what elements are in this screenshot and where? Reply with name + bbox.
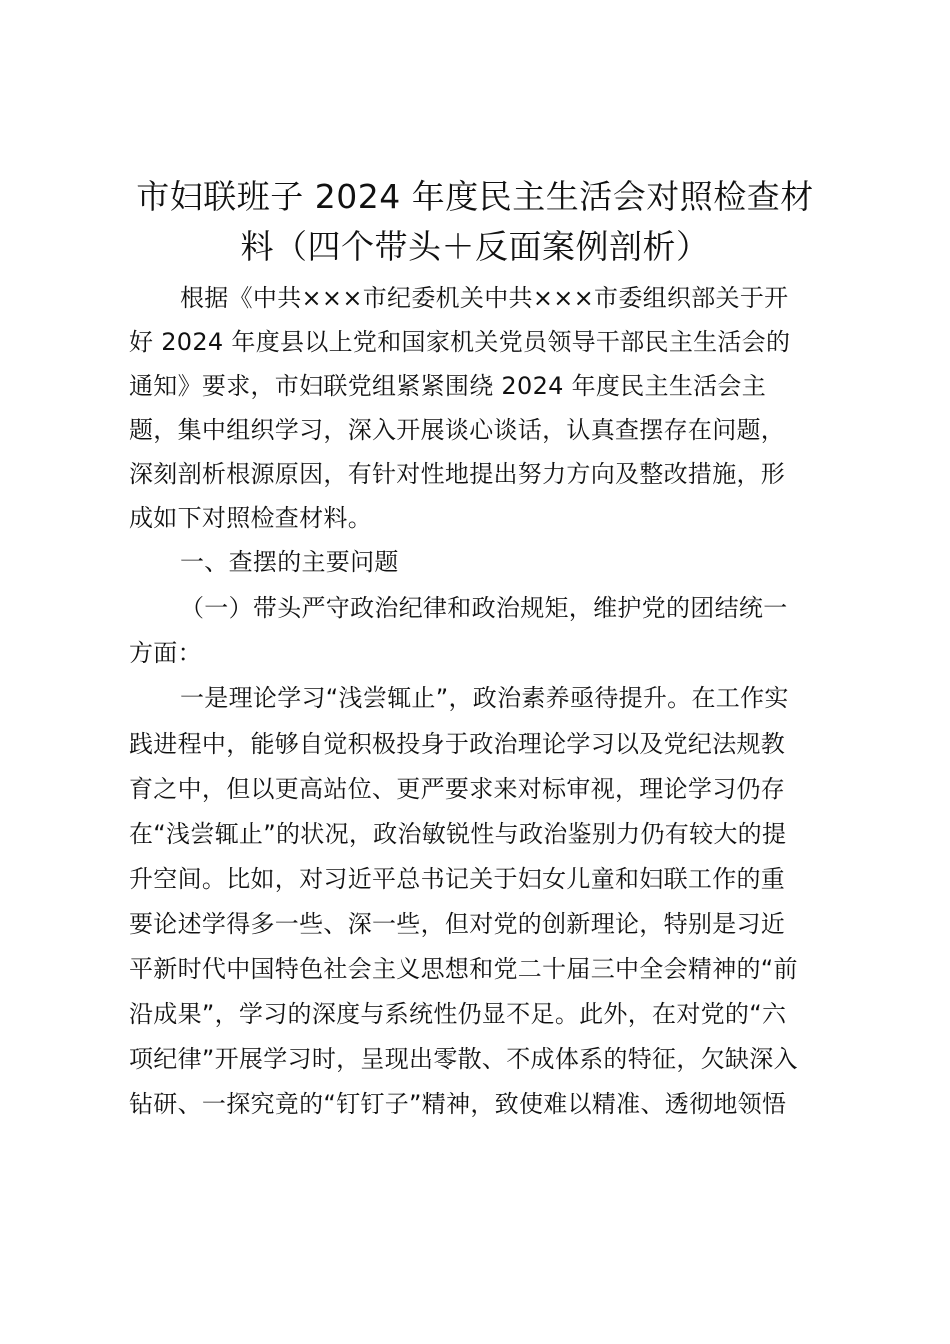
body-line-1: 一是理论学习“浅尝辄止”，政治素养亟待提升。在工作实 — [180, 684, 789, 712]
intro-line-1: 根据《中共×××市纪委机关中共×××市委组织部关于开 — [180, 284, 789, 312]
intro-line-6: 成如下对照检查材料。 — [129, 504, 372, 532]
document-title-line-1: 市妇联班子 2024 年度民主生活会对照检查材 — [136, 177, 814, 216]
intro-line-5: 深刻剖析根源原因，有针对性地提出努力方向及整改措施，形 — [129, 460, 786, 488]
intro-line-3: 通知》要求，市妇联党组紧紧围绕 2024 年度民主生活会主 — [129, 372, 767, 400]
body-line-6: 要论述学得多一些、深一些，但对党的创新理论，特别是习近 — [129, 910, 786, 938]
intro-line-4: 题，集中组织学习，深入开展谈心谈话，认真查摆存在问题， — [129, 416, 786, 444]
section-heading: 一、查摆的主要问题 — [180, 548, 399, 576]
subsection-heading-line-1: （一）带头严守政治纪律和政治规矩，维护党的团结统一 — [180, 594, 788, 622]
body-line-10: 钻研、一探究竟的“钉钉子”精神，致使难以精准、透彻地领悟 — [129, 1090, 787, 1118]
subsection-heading-line-2: 方面： — [129, 639, 202, 667]
body-line-2: 践进程中，能够自觉积极投身于政治理论学习以及党纪法规教 — [129, 730, 786, 758]
intro-line-2: 好 2024 年度县以上党和国家机关党员领导干部民主生活会的 — [129, 328, 791, 356]
body-line-7: 平新时代中国特色社会主义思想和党二十届三中全会精神的“前 — [129, 955, 798, 983]
body-line-9: 项纪律”开展学习时，呈现出零散、不成体系的特征，欠缺深入 — [129, 1045, 798, 1073]
body-line-5: 升空间。比如，对习近平总书记关于妇女儿童和妇联工作的重 — [129, 865, 786, 893]
body-line-4: 在“浅尝辄止”的状况，政治敏锐性与政治鉴别力仍有较大的提 — [129, 820, 787, 848]
body-line-8: 沿成果”，学习的深度与系统性仍显不足。此外，在对党的“六 — [129, 1000, 787, 1028]
document-title-line-2: 料（四个带头＋反面案例剖析） — [240, 227, 710, 266]
body-line-3: 育之中，但以更高站位、更严要求来对标审视，理论学习仍存 — [129, 775, 786, 803]
